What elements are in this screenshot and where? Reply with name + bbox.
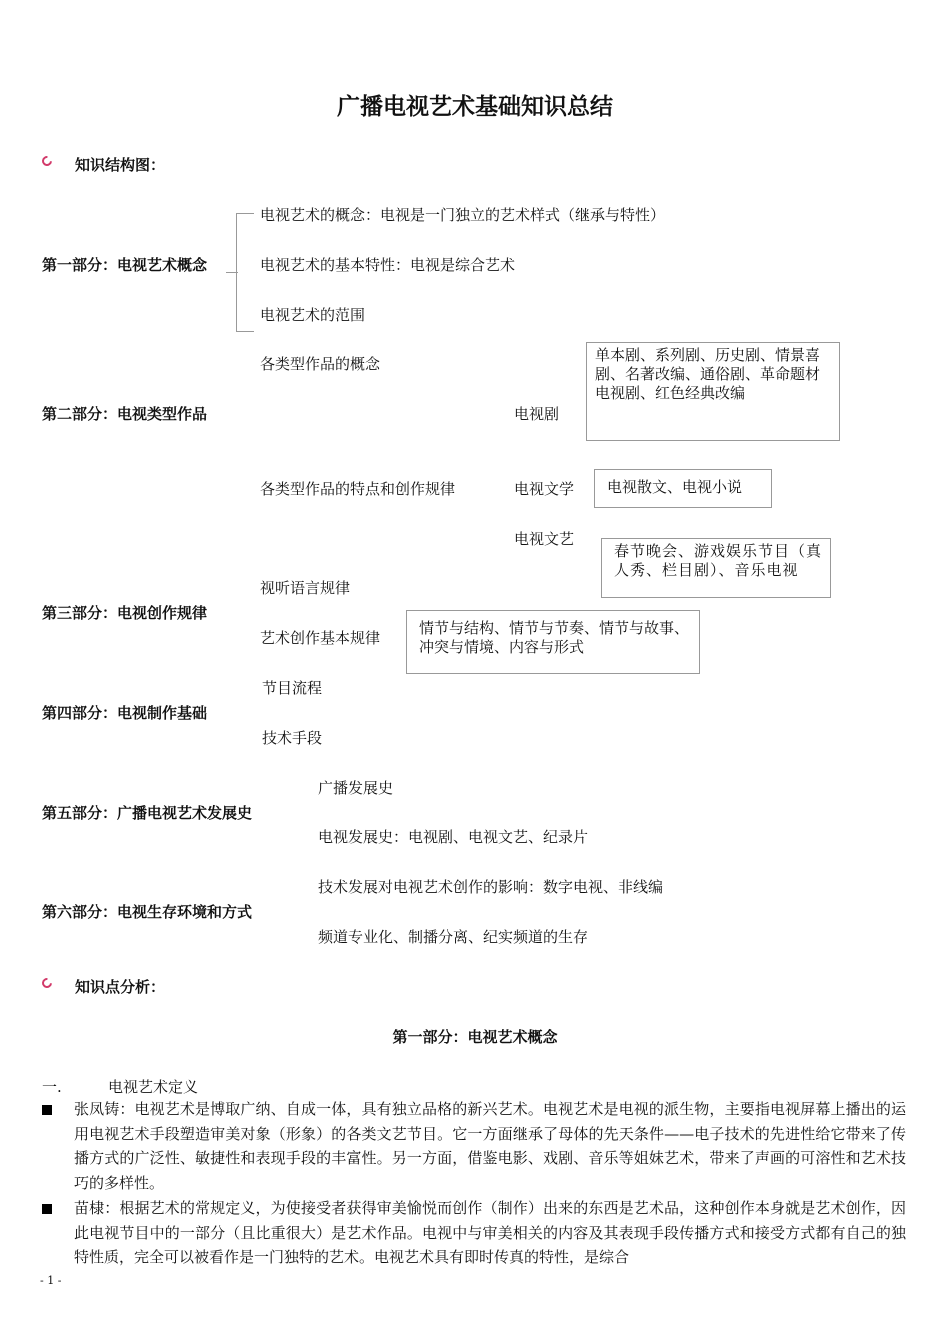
part2-drama: 电视剧: [514, 405, 560, 423]
part2-literature: 电视文学: [514, 480, 575, 498]
subsection-number: 一.: [42, 1078, 62, 1096]
structure-heading: 知识结构图：: [75, 156, 166, 174]
section-title: 第一部分：电视艺术概念: [392, 1028, 558, 1046]
part6-label: 第六部分：电视生存环境和方式: [42, 903, 253, 921]
subsection-title: 电视艺术定义: [108, 1078, 199, 1096]
part1-bracket-bottom: [236, 331, 254, 332]
spiral-bullet-icon: [40, 976, 54, 990]
part2-label: 第二部分：电视类型作品: [42, 405, 208, 423]
definition-paragraph: 张凤铸：电视艺术是博取广纳、自成一体，具有独立品格的新兴艺术。电视艺术是电视的派生物，主要指电视屏幕上播出的运用电视艺术手段塑造审美对象（形象）的各类文艺节目。它一方面继承了母体的先天条件——电子技术的先进性给它带来了传播方式的广泛性、敏捷性和表现手段的丰富性。另一方面，借鉴电影、戏剧、音乐等姐妹艺术，带来了声画的可溶性和艺术技巧的多样性。: [74, 1100, 906, 1192]
definition-paragraph: 苗棣：根据艺术的常规定义，为使接受者获得审美愉悦而创作（制作）出来的东西是艺术品，这种创作本身就是艺术创作，因此电视节目中的一部分（且比重很大）是艺术作品。电视中与审美相关的内容及其表现手段传播方式和接受方式都有自己的独特性质，完全可以被看作是一门独特的艺术。电视艺术具有即时传真的特性，是综合: [74, 1199, 906, 1266]
part1-label: 第一部分：电视艺术概念: [42, 256, 208, 274]
part4-label: 第四部分：电视制作基础: [42, 704, 208, 722]
part4-item: 节目流程: [262, 679, 323, 697]
part6-item: 技术发展对电视艺术创作的影响：数字电视、非线编: [318, 878, 664, 896]
part5-item: 广播发展史: [318, 779, 394, 797]
part1-item: 电视艺术的概念：电视是一门独立的艺术样式（继承与特性）: [260, 206, 666, 224]
part3-item: 视听语言规律: [260, 579, 351, 597]
analysis-heading: 知识点分析：: [75, 978, 166, 996]
page-number: - 1 -: [40, 1274, 62, 1287]
part1-bracket-top: [236, 213, 254, 214]
arts-types-box: 春节晚会、游戏娱乐节目（真人秀、栏目剧）、音乐电视: [601, 538, 831, 598]
spiral-bullet-icon: [40, 154, 54, 168]
part1-item: 电视艺术的范围: [260, 306, 366, 324]
part4-item: 技术手段: [262, 729, 323, 747]
drama-types-box: 单本剧、系列剧、历史剧、情景喜剧、名著改编、通俗剧、革命题材电视剧、红色经典改编: [586, 342, 840, 441]
literature-types-box: 电视散文、电视小说: [594, 469, 772, 508]
part5-label: 第五部分：广播电视艺术发展史: [42, 804, 253, 822]
part3-label: 第三部分：电视创作规律: [42, 604, 208, 622]
part2-arts: 电视文艺: [514, 530, 575, 548]
part1-item: 电视艺术的基本特性：电视是综合艺术: [260, 256, 516, 274]
part2-rules: 各类型作品的特点和创作规律: [260, 480, 456, 498]
part6-item: 频道专业化、制播分离、纪实频道的生存: [318, 928, 589, 946]
part1-bracket-mid: [226, 272, 238, 273]
part5-item: 电视发展史：电视剧、电视文艺、纪录片: [318, 828, 589, 846]
square-bullet-icon: [42, 1105, 52, 1115]
part3-item: 艺术创作基本规律: [260, 629, 381, 647]
creation-rules-box: 情节与结构、情节与节奏、情节与故事、冲突与情境、内容与形式: [406, 610, 700, 674]
page-title: 广播电视艺术基础知识总结: [337, 94, 613, 120]
square-bullet-icon: [42, 1204, 52, 1214]
part2-concept: 各类型作品的概念: [260, 355, 381, 373]
